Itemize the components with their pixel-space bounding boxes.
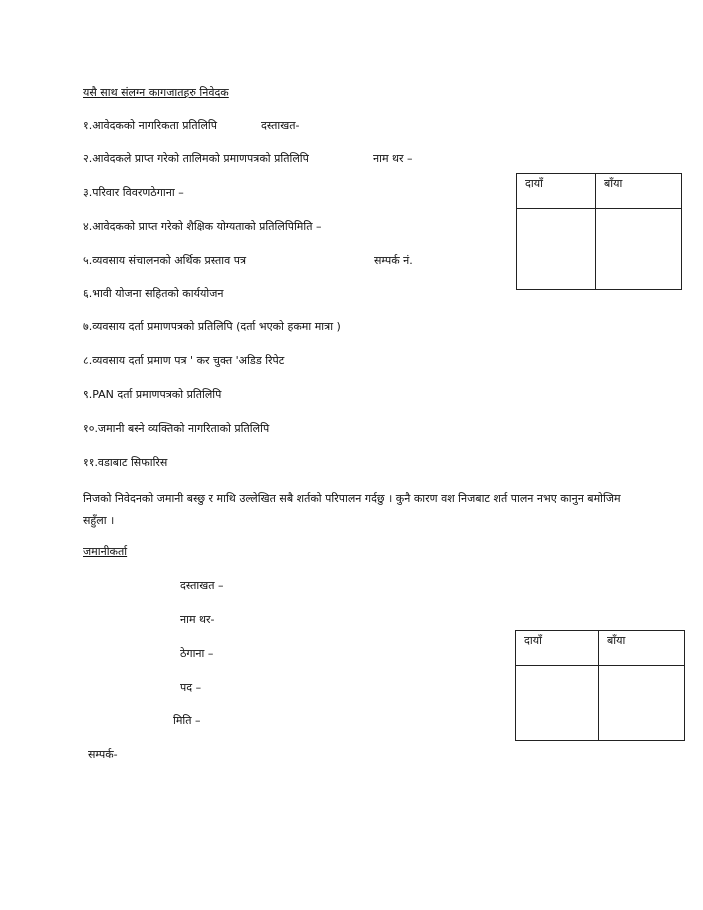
left-thumb-label: बाँया xyxy=(596,174,682,209)
list-item: ९.PAN दर्ता प्रमाणपत्रको प्रतिलिपि xyxy=(83,388,222,401)
guarantor-signature-label: दस्ताखत – xyxy=(180,579,224,592)
guarantor-title: जमानीकर्ता xyxy=(83,545,128,558)
list-item: ८.व्यवसाय दर्ता प्रमाण पत्र ' कर चुक्त 'अडिड रिपेट xyxy=(83,354,285,367)
left-thumb-label: बाँया xyxy=(599,631,685,666)
guarantor-position-label: पद – xyxy=(180,681,202,694)
list-item: ७.व्यवसाय दर्ता प्रमाणपत्रको प्रतिलिपि (दर्ता भएको हकमा मात्रा ) xyxy=(83,320,341,333)
applicant-signature-label: दस्ताखत- xyxy=(261,119,300,132)
guarantor-address-label: ठेगाना – xyxy=(180,647,214,660)
right-thumb-box xyxy=(517,209,596,290)
left-thumb-box xyxy=(596,209,682,290)
guarantor-name-label: नाम थर- xyxy=(180,613,215,626)
list-item: १०.जमानी बस्ने व्यक्तिको नागरिताको प्रतिलिपि xyxy=(83,422,270,435)
right-thumb-box xyxy=(516,666,599,741)
right-thumb-label: दायाँ xyxy=(516,631,599,666)
applicant-name-label: नाम थर – xyxy=(373,152,413,165)
applicant-contact-label: सम्पर्क नं. xyxy=(374,254,413,267)
list-item: ११.वडाबाट सिफारिस xyxy=(83,456,168,469)
list-item: २.आवेदकले प्राप्त गरेको तालिमको प्रमाणपत्रको प्रतिलिपि xyxy=(83,152,309,165)
thumbprint-table-guarantor xyxy=(515,630,685,741)
thumbprint-table-applicant xyxy=(516,173,682,290)
declaration-paragraph: निजको निवेदनको जमानी बस्छु र माथि उल्लेखित सबै शर्तको परिपालन गर्दछु । कुनै कारण वश निजबाट शर्त पालन नभए कानुन बमोजिम सहुँला । xyxy=(83,492,621,527)
left-thumb-box xyxy=(599,666,685,741)
guarantor-contact-label: सम्पर्क- xyxy=(88,748,118,761)
guarantor-date-label: मिति – xyxy=(173,714,201,727)
list-item: ३.परिवार विवरणठेगाना – xyxy=(83,186,184,199)
list-item: ५.व्यवसाय संचालनको अर्थिक प्रस्ताव पत्र xyxy=(83,254,247,267)
right-thumb-label: दायाँ xyxy=(517,174,596,209)
list-item: ६.भावी योजना सहितको कार्ययोजन xyxy=(83,287,224,300)
list-item: १.आवेदकको नागरिकता प्रतिलिपि xyxy=(83,119,217,132)
attachments-heading: यसै साथ संलग्न कागजातहरु निवेदक xyxy=(83,86,229,99)
list-item: ४.आवेदकको प्राप्त गरेको शैक्षिक योग्यताको प्रतिलिपिमिति – xyxy=(83,220,322,233)
